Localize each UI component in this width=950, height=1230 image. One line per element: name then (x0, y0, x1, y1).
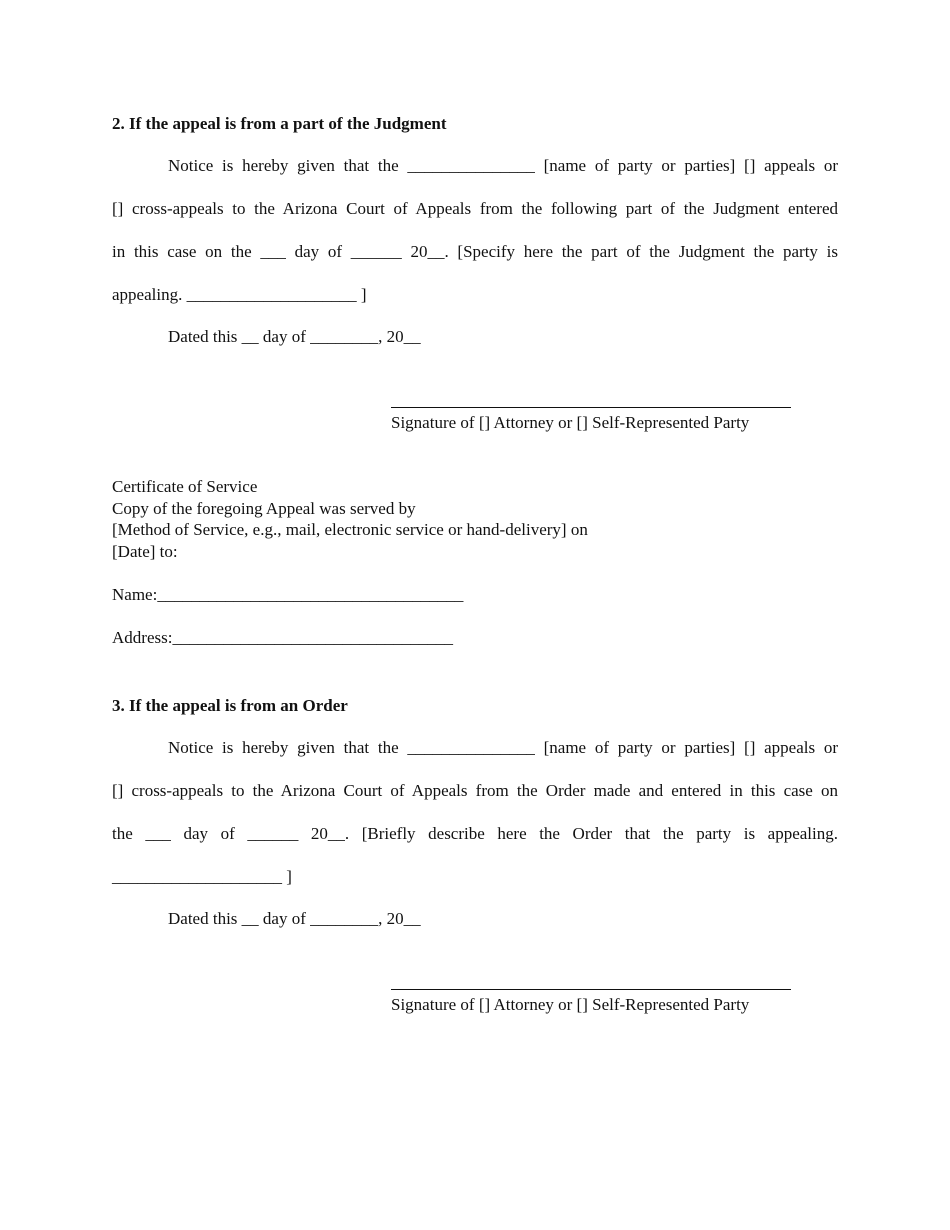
section-3-signature-line (391, 989, 791, 990)
section-2-signature-label: Signature of [] Attorney or [] Self-Represented Party (391, 413, 750, 432)
section-3-signature-label: Signature of [] Attorney or [] Self-Represented Party (391, 995, 750, 1014)
section-2-paragraph-line-2: [] cross-appeals to the Arizona Court of Appeals from the following part of the Judgment entered (112, 199, 838, 218)
certificate-address-field: Address:_________________________________ (112, 628, 453, 647)
certificate-name-field: Name:____________________________________ (112, 585, 464, 604)
section-2-paragraph-line-4: appealing. ____________________ ] (112, 285, 367, 304)
certificate-line-3: [Date] to: (112, 542, 178, 561)
section-3-paragraph-line-4: ____________________ ] (112, 867, 292, 886)
section-2-paragraph-line-3: in this case on the ___ day of ______ 20__. [Specify here the part of the Judgment the party is (112, 242, 838, 261)
section-3-heading: 3. If the appeal is from an Order (112, 696, 348, 715)
certificate-line-2: [Method of Service, e.g., mail, electronic service or hand-delivery] on (112, 520, 588, 539)
section-2-dated-line: Dated this __ day of ________, 20__ (168, 327, 421, 346)
section-2-signature-line (391, 407, 791, 408)
certificate-title: Certificate of Service (112, 477, 258, 496)
section-3-paragraph-line-2: [] cross-appeals to the Arizona Court of Appeals from the Order made and entered in this case on (112, 781, 838, 800)
section-3-paragraph-line-1: Notice is hereby given that the _______________ [name of party or parties] [] appeals or (168, 738, 838, 757)
section-2-paragraph-line-1: Notice is hereby given that the _______________ [name of party or parties] [] appeals or (168, 156, 838, 175)
section-2-heading: 2. If the appeal is from a part of the Judgment (112, 114, 447, 133)
section-3-paragraph-line-3: the ___ day of ______ 20__. [Briefly describe here the Order that the party is appealing. (112, 824, 838, 843)
section-3-dated-line: Dated this __ day of ________, 20__ (168, 909, 421, 928)
certificate-line-1: Copy of the foregoing Appeal was served by (112, 499, 416, 518)
